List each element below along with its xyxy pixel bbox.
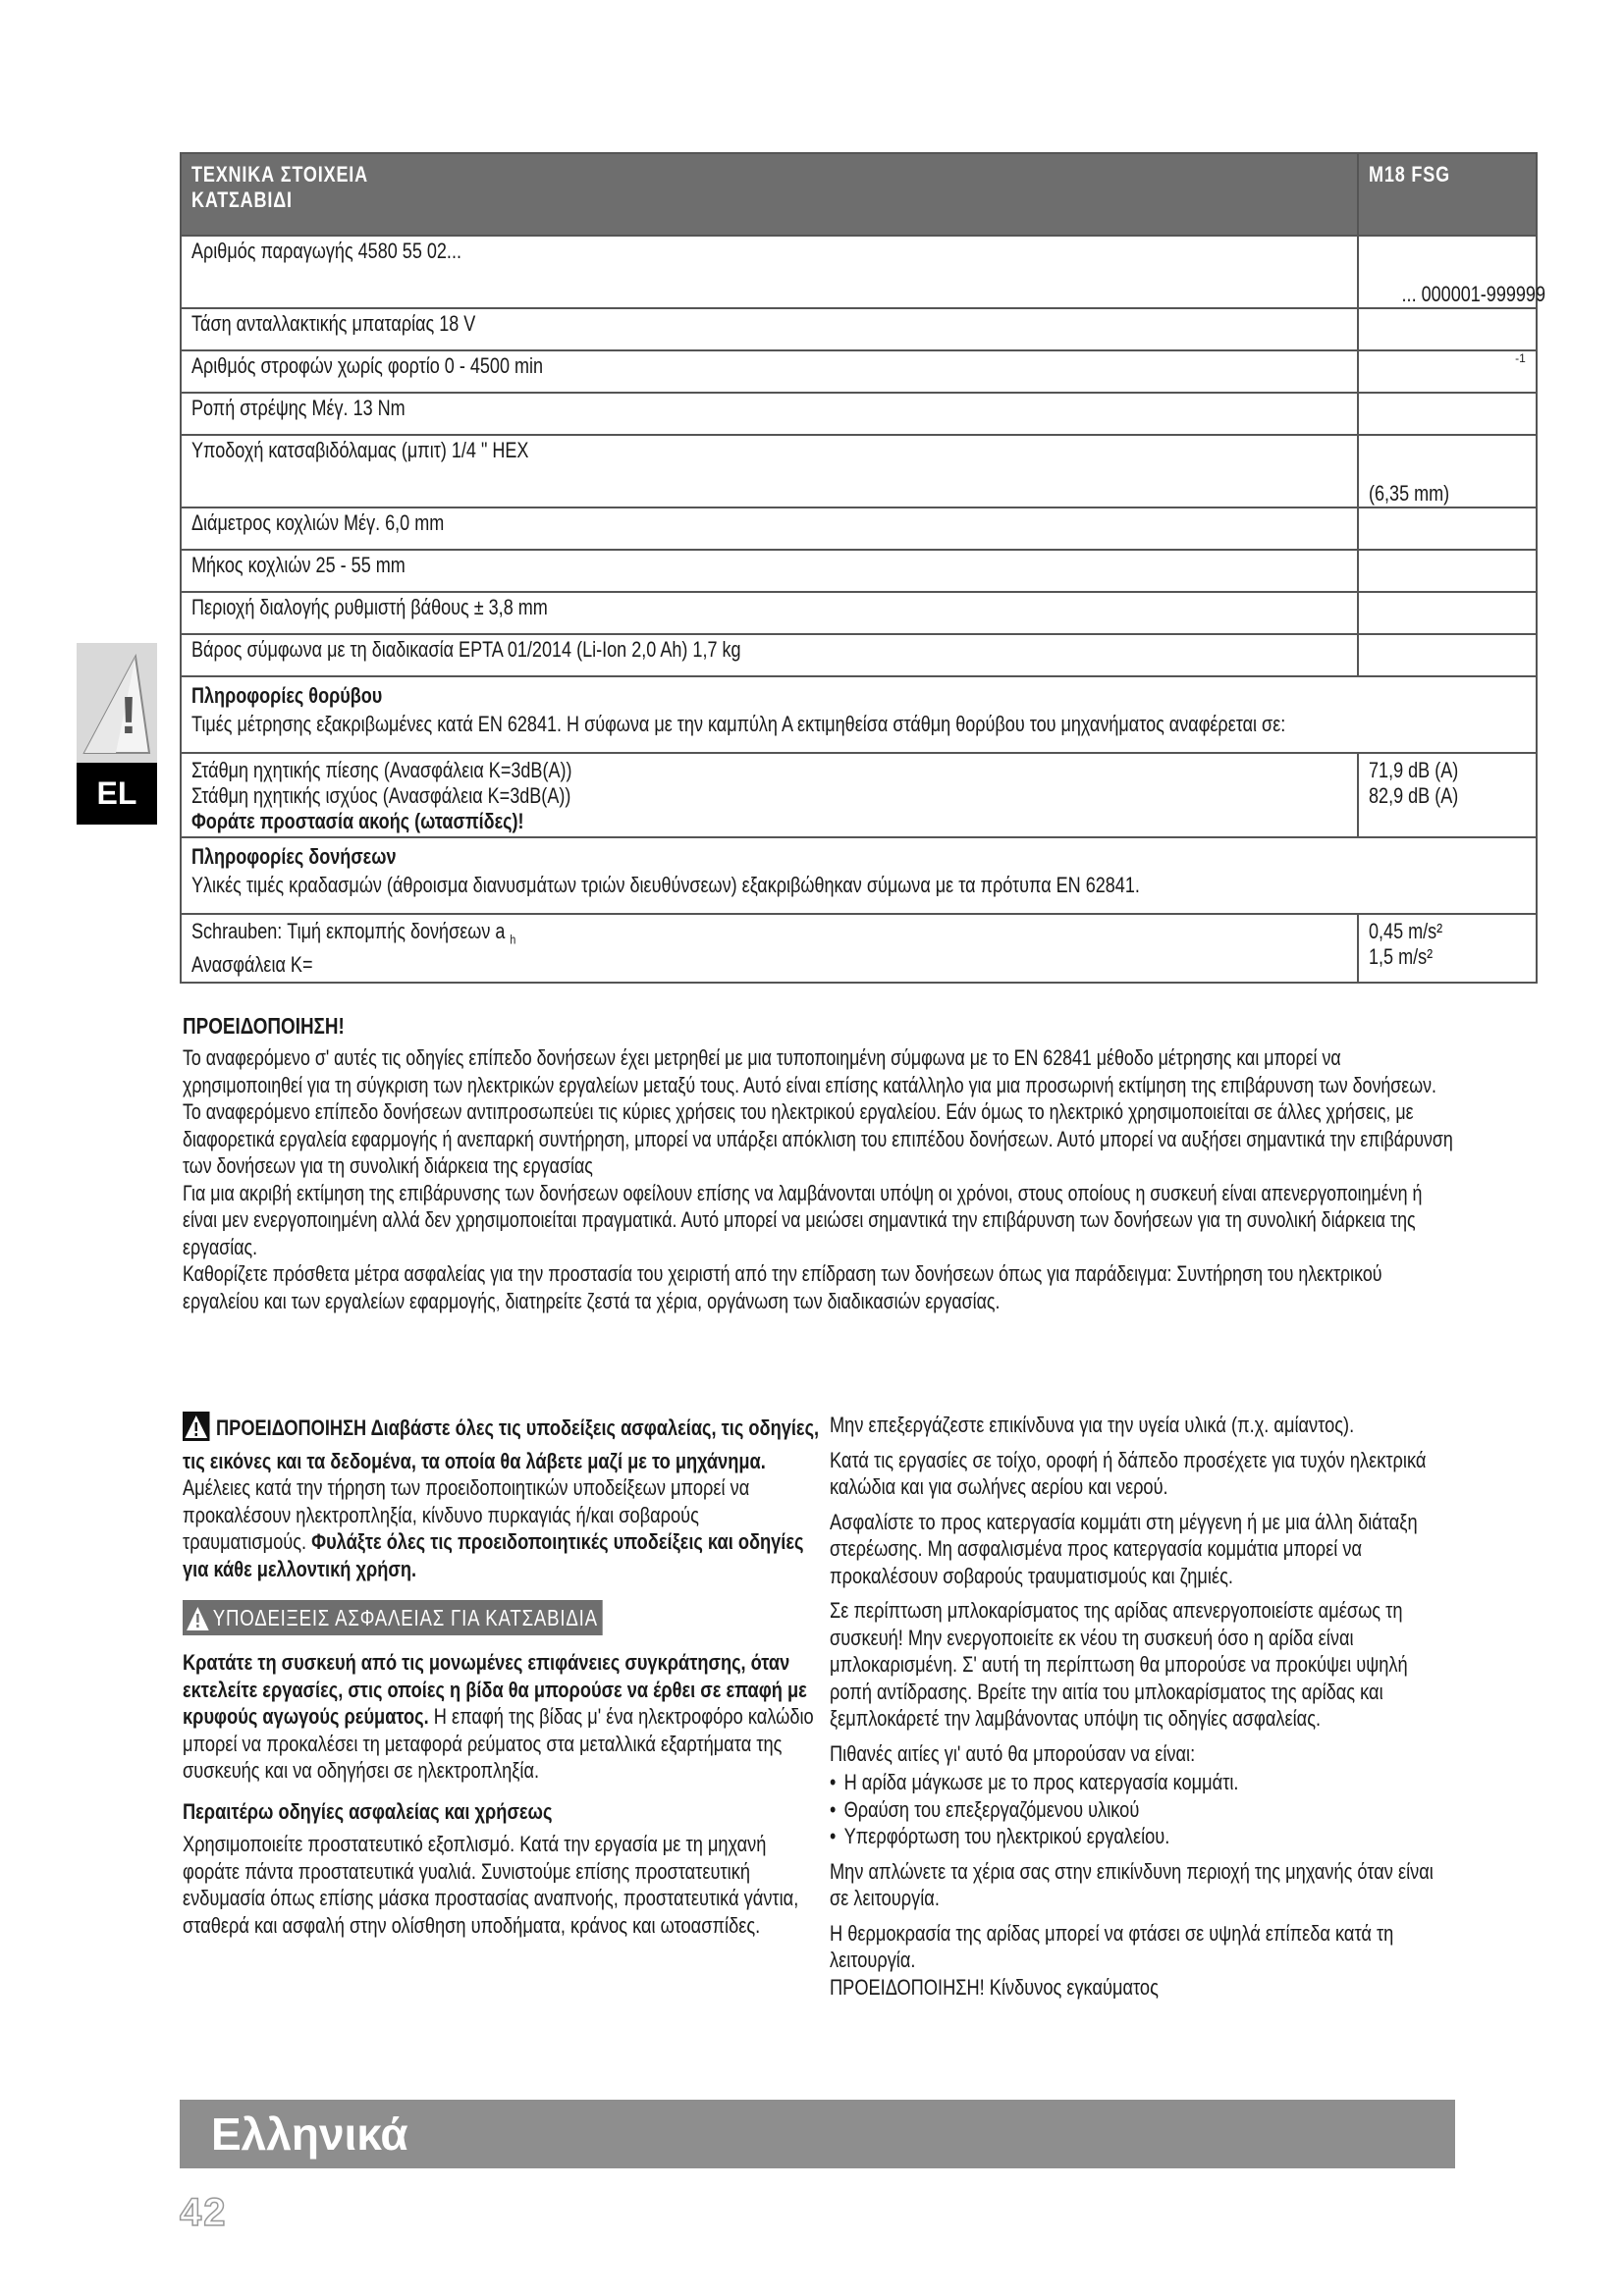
warning-paragraph: Για μια ακριβή εκτίμηση της επιβάρυνσης των δονήσεων οφείλουν επίσης να λαμβάνονται υπόψη οι χρόνοι, στους οποίους η συσκευή είναι απενεργοποιημένη ή είναι μεν ενεργοποιημένη αλλά δεν χρησιμοποιείται πραγματικά. Αυτό μπορεί να μειώσει σημαντικά την επιβάρυνση των δονήσεων για τη συνολική διάρκεια της εργασίας. bbox=[183, 1180, 1423, 1259]
table-row bbox=[181, 592, 1537, 634]
row-label: Περιοχή διαλογής ρυθμιστή βάθους ± 3,8 mm bbox=[191, 595, 548, 619]
row-label: Υποδοχή κατσαβιδόλαμας (μπιτ) 1/4 " HEX bbox=[191, 438, 529, 462]
row-label: Αριθμός παραγωγής 4580 55 02... bbox=[191, 239, 461, 263]
warning-triangle-icon bbox=[183, 1412, 210, 1448]
right-paragraph: Ασφαλίστε το προς κατεργασία κομμάτι στη μέγγενη ή με μια άλλη διάταξη στερέωσης. Μη ασφαλισμένα προς κατεργασία κομμάτια μπορεί να προκαλέσουν σοβαρούς τραυματισμούς και ζημιές. bbox=[830, 1509, 1418, 1588]
language-side-tab bbox=[77, 643, 157, 825]
ear-protection-note: Φοράτε προστασία ακοής (ωτασπίδες)! bbox=[191, 809, 524, 833]
vibration-emission-subscript: h bbox=[510, 932, 516, 947]
table-row bbox=[181, 236, 1537, 308]
row-label: Διάμετρος κοχλιών Μέγ. 6,0 mm bbox=[191, 510, 445, 535]
list-item: • Υπερφόρτωση του ηλεκτρικού εργαλείου. bbox=[830, 1823, 1446, 1850]
right-paragraph: Πιθανές αιτίες γι' αυτό θα μπορούσαν να είναι: bbox=[830, 1740, 1196, 1766]
warning-paragraph: Καθορίζετε πρόσθετα μέτρα ασφαλείας για την προστασία του χειριστή από την επίδραση των δονήσεων όπως για παράδειγμα: Συντήρηση του ηλεκτρικού εργαλείου και των εργαλείων εφαρμογής, διατηρείτε ζεστά τα χέρια, οργάνωση των διαδικασιών εργασίας. bbox=[183, 1261, 1382, 1313]
table-row bbox=[181, 435, 1537, 507]
vibration-warning-body bbox=[183, 1044, 1459, 1314]
right-paragraph: Μην απλώνετε τα χέρια σας στην επικίνδυνη περιοχή της μηχανής όταν είναι σε λειτουργία. bbox=[830, 1858, 1434, 1910]
noise-info-row bbox=[181, 676, 1537, 753]
right-paragraph: Κατά τις εργασίες σε τοίχο, οροφή ή δάπεδο προσέχετε για τυχόν ηλεκτρικά καλώδια και για σωλήνες αερίου και νερού. bbox=[830, 1447, 1427, 1499]
vibration-emission-value: 0,45 m/s² bbox=[1368, 919, 1443, 943]
warning-paragraph: Το αναφερόμενο σ' αυτές τις οδηγίες επίπεδο δονήσεων έχει μετρηθεί με μια τυποποιημένη σύμφωνα με το EN 62841 μέθοδο μέτρησης και μπορεί να χρησιμοποιηθεί για τη σύγκριση των ηλεκτρικών εργαλείων μεταξύ τους. Αυτό είναι επίσης κατάλληλο για μια προσωρινή εκτίμηση της επιβάρυνση των δονήσεων. bbox=[183, 1045, 1437, 1097]
row-value: ... 000001-999999 bbox=[1401, 282, 1545, 306]
header-line2: ΚΑΤΣΑΒΙΔΙ bbox=[191, 187, 293, 212]
list-item: • Η αρίδα μάγκωσε με το προς κατεργασία κομμάτι. bbox=[830, 1769, 1446, 1796]
sound-power-value: 82,9 dB (A) bbox=[1368, 783, 1459, 808]
right-paragraph: ΠΡΟΕΙΔΟΠΟΙΗΣΗ! Κίνδυνος εγκαύματος bbox=[830, 1974, 1159, 2000]
noise-values-row bbox=[181, 753, 1537, 837]
screwdriver-safety-section-bar bbox=[183, 1600, 603, 1635]
row-label: Ροπή στρέψης Μέγ. 13 Nm bbox=[191, 396, 406, 420]
table-row bbox=[181, 350, 1537, 393]
warning-paragraph: Το αναφερόμενο επίπεδο δονήσεων αντιπροσωπεύει τις κύριες χρήσεις του ηλεκτρικού εργαλείου. Εάν όμως το ηλεκτρικό χρησιμοποιείται σε άλλες χρήσεις, με διαφορετικά εργαλεία εφαρμογής ή ανεπαρκή συντήρηση, μπορεί να υπάρξει απόκλιση του επιπέδου δονήσεων. Αυτό μπορεί να αυξήσει σημαντικά την επιβάρυνση των δονήσεων για τη συνολική διάρκεια της εργασίας bbox=[183, 1099, 1453, 1178]
table-row bbox=[181, 308, 1537, 350]
svg-text:!: ! bbox=[120, 686, 137, 745]
general-warning-bold-2: Φυλάξτε όλες τις προειδοποιητικές υποδείξεις και οδηγίες για κάθε μελλοντική χρήση. bbox=[183, 1529, 804, 1581]
vibration-title: Πληροφορίες δονήσεων bbox=[191, 844, 397, 869]
vibration-emission-label: Schrauben: Τιμή εκπομπής δονήσεων a bbox=[191, 919, 506, 943]
section-bar-label: ΥΠΟΔΕΙΞΕΙΣ ΑΣΦΑΛΕΙΑΣ ΓΙΑ ΚΑΤΣΑΒΙΔΙΑ bbox=[212, 1605, 598, 1630]
noise-intro: Τιμές μέτρησης εξακριβωμένες κατά EN 62841. Η σύφωνα με την καμπύλη Α εκτιμηθείσα στάθμη θορύβου του μηχανήματος αναφέρεται σε: bbox=[191, 712, 1286, 736]
warning-triangle-icon bbox=[186, 1606, 209, 1641]
further-instructions-text: Χρησιμοποιείτε προστατευτικό εξοπλισμό. Κατά την εργασία με τη μηχανή φοράτε πάντα προστατευτικά γυαλιά. Συνιστούμε επίσης προστατευτική ενδυμασία όπως επίσης μάσκα προστασίας αναπνοής, προστατευτικά γάντια, σταθερά και ασφαλή στην ολίσθηση υποδήματα, κράνος και ωτοασπίδες. bbox=[183, 1832, 799, 1938]
possible-causes-list bbox=[830, 1769, 1446, 1850]
vibration-values-row bbox=[181, 914, 1537, 983]
right-paragraph: Σε περίπτωση μπλοκαρίσματος της αρίδας απενεργοποιείστε αμέσως τη συσκευή! Μην ενεργοποιείτε εκ νέου τη συσκευή όσο η αρίδα είναι μπλοκαρισμένη. Σ' αυτή τη περίπτωση θα μπορούσε να προκύψει υψηλή ροπή αντίδρασης. Βρείτε την αιτία του μπλοκαρίσματος της αρίδας και ξεμπλοκάρετέ την λαμβάνοντας υπόψη τις οδηγίες ασφαλείας. bbox=[830, 1598, 1408, 1731]
language-code: EL bbox=[77, 763, 157, 825]
vibration-warning-title: ΠΡΟΕΙΔΟΠΟΙΗΣΗ! bbox=[183, 1013, 345, 1039]
table-header-model: M18 FSG bbox=[1358, 153, 1537, 236]
row-label: Βάρος σύμφωνα με τη διαδικασία EPTA 01/2014 (Li-Ion 2,0 Ah) 1,7 kg bbox=[191, 637, 741, 662]
table-row bbox=[181, 634, 1537, 676]
header-line1: ΤΕΧΝΙΚΑ ΣΤΟΙΧΕΙΑ bbox=[191, 162, 368, 187]
table-header-title bbox=[181, 153, 1358, 236]
table-row bbox=[181, 393, 1537, 435]
general-warning-bold-1: ΠΡΟΕΙΔΟΠΟΙΗΣΗ Διαβάστε όλες τις υποδείξεις ασφαλείας, τις οδηγίες, τις εικόνες και τα δεδομένα, τα οποία θα λάβετε μαζί με το μηχάνημα. bbox=[183, 1415, 820, 1473]
warning-triangle-icon bbox=[77, 643, 157, 763]
vibration-uncertainty-label: Ανασφάλεια K= bbox=[191, 952, 313, 978]
further-instructions-heading: Περαιτέρω οδηγίες ασφαλείας και χρήσεως bbox=[183, 1798, 553, 1824]
noise-title: Πληροφορίες θορύβου bbox=[191, 683, 383, 708]
table-row bbox=[181, 507, 1537, 550]
hold-insulated-surfaces: Κρατάτε τη συσκευή από τις μονωμένες επιφάνειες συγκράτησης, όταν εκτελείτε εργασίες, στις οποίες η βίδα θα μπορούσε να έρθει σε επαφή με κρυφούς αγωγούς ρεύματος. Η επαφή της βίδας μ' ένα ηλεκτροφόρο καλώδιο μπορεί να προκαλέσει τη μεταφορά ρεύματος στα μεταλλικά εξαρτήματα της συσκευής και να οδηγήσει σε ηλεκτροπληξία. bbox=[183, 1650, 814, 1783]
row-value: (6,35 mm) bbox=[1368, 481, 1450, 506]
sound-pressure-label: Στάθμη ηχητικής πίεσης (Ανασφάλεια K=3dB(A)) bbox=[191, 758, 572, 782]
footer-language-bar bbox=[180, 2100, 1455, 2168]
footer-language-title: Ελληνικά bbox=[211, 2109, 408, 2160]
list-item: • Θραύση του επεξεργαζόμενου υλικού bbox=[830, 1796, 1446, 1824]
table-row bbox=[181, 550, 1537, 592]
left-column bbox=[183, 1412, 827, 1947]
sound-pressure-value: 71,9 dB (A) bbox=[1368, 758, 1459, 782]
row-label: Μήκος κοχλιών 25 - 55 mm bbox=[191, 553, 406, 577]
general-warning-text: Αμέλειες κατά την τήρηση των προειδοποιητικών υποδείξεων μπορεί να προκαλέσουν ηλεκτροπληξία, κίνδυνο πυρκαγιάς ή/και σοβαρούς τραυματισμούς. bbox=[183, 1475, 750, 1554]
row-value: -1 bbox=[1515, 351, 1526, 365]
warning-triangle-box bbox=[77, 643, 157, 763]
technical-data-table bbox=[180, 152, 1545, 984]
right-paragraph: Μην επεξεργάζεστε επικίνδυνα για την υγεία υλικά (π.χ. αμίαντος). bbox=[830, 1413, 1355, 1437]
page-number: 42 bbox=[180, 2191, 228, 2234]
right-paragraph: Η θερμοκρασία της αρίδας μπορεί να φτάσει σε υψηλά επίπεδα κατά τη λειτουργία. bbox=[830, 1920, 1394, 1972]
right-column bbox=[830, 1412, 1446, 2008]
general-safety-warning bbox=[183, 1412, 827, 1582]
row-label: Τάση ανταλλακτικής μπαταρίας 18 V bbox=[191, 311, 476, 336]
vibration-intro: Υλικές τιμές κραδασμών (άθροισμα διανυσμάτων τριών διευθύνσεων) εξακριβώθηκαν σύμωνα με τα πρότυπα EN 62841. bbox=[191, 873, 1140, 897]
vibration-uncertainty-value: 1,5 m/s² bbox=[1368, 944, 1434, 969]
vibration-info-row bbox=[181, 837, 1537, 914]
row-label: Αριθμός στροφών χωρίς φορτίο 0 - 4500 min bbox=[191, 353, 544, 378]
table-header-row bbox=[181, 153, 1537, 236]
sound-power-label: Στάθμη ηχητικής ισχύος (Ανασφάλεια K=3dB(A)) bbox=[191, 783, 571, 808]
